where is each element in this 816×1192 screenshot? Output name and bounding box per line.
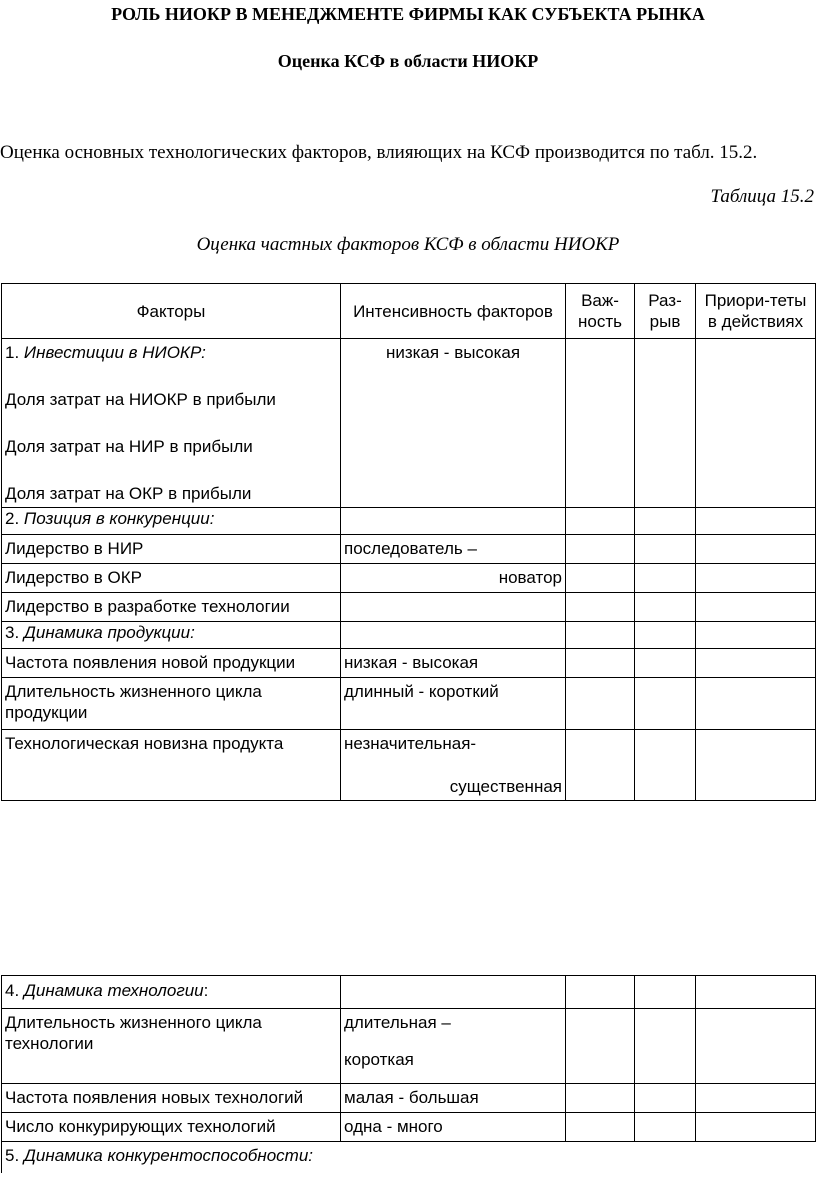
table-row	[2, 730, 816, 801]
empty-cell	[696, 649, 816, 678]
factor-cell: Длительность жизненного цикла технологии	[2, 1009, 341, 1084]
intensity-cell: малая - большая	[341, 1084, 566, 1113]
factor-cell: Технологическая новизна продукта	[2, 730, 341, 801]
list-item: Доля затрат на ОКР в прибыли	[5, 484, 252, 503]
intro-paragraph: Оценка основных технологических факторов, влияющих на КСФ производится по табл. 15.2.	[0, 142, 758, 163]
factors-table-continued	[1, 975, 816, 1173]
intensity-cell	[341, 1009, 566, 1084]
table-row	[2, 678, 816, 730]
document-title: РОЛЬ НИОКР В МЕНЕДЖМЕНТЕ ФИРМЫ КАК СУБЪЕКТА РЫНКА	[111, 4, 705, 24]
empty-cell	[341, 508, 566, 535]
section-1-intensity: низкая - высокая	[341, 339, 566, 508]
section-number: 4.	[5, 981, 20, 1000]
empty-cell	[696, 730, 816, 801]
factor-cell: Длительность жизненного цикла продукции	[2, 678, 341, 730]
empty-cell	[566, 1113, 635, 1142]
section-number: 3.	[5, 623, 20, 642]
empty-cell	[696, 976, 816, 1009]
factor-cell: Частота появления новой продукции	[2, 649, 341, 678]
section-5-heading	[2, 1142, 816, 1173]
section-title: Позиция в конкуренции:	[23, 509, 215, 528]
intensity-cell	[341, 593, 566, 622]
empty-cell	[696, 339, 816, 508]
empty-cell	[635, 730, 696, 801]
document-subtitle: Оценка КСФ в области НИОКР	[277, 51, 539, 71]
section-4-heading-row	[2, 976, 816, 1009]
section-number: 5.	[5, 1146, 20, 1165]
empty-cell	[635, 593, 696, 622]
section-number: 1.	[5, 343, 20, 362]
intensity-end: существенная	[449, 777, 562, 796]
section-title: Динамика продукции:	[23, 623, 195, 642]
intensity-cell	[341, 730, 566, 801]
intensity-cell: последователь –	[341, 535, 566, 564]
intensity-cell: новатор	[341, 564, 566, 593]
empty-cell	[696, 508, 816, 535]
empty-cell	[635, 339, 696, 508]
section-title: Динамика конкурентоспособности:	[23, 1146, 313, 1165]
section-2-heading-row	[2, 508, 816, 535]
empty-cell	[566, 1084, 635, 1113]
header-gap: Раз-рыв	[635, 284, 696, 339]
table-row	[2, 649, 816, 678]
empty-cell	[635, 649, 696, 678]
section-number: 2.	[5, 509, 20, 528]
empty-cell	[566, 1009, 635, 1084]
empty-cell	[635, 535, 696, 564]
empty-cell	[341, 976, 566, 1009]
empty-cell	[696, 1009, 816, 1084]
empty-cell	[635, 1009, 696, 1084]
section-title: Динамика технологии	[23, 981, 204, 1000]
table-row	[2, 564, 816, 593]
section-4-heading	[2, 976, 341, 1009]
table-row	[2, 535, 816, 564]
empty-cell	[566, 976, 635, 1009]
intensity-cell: низкая - высокая	[341, 649, 566, 678]
table-caption: Оценка частных факторов КСФ в области НИОКР	[196, 234, 620, 255]
factor-cell: Частота появления новых технологий	[2, 1084, 341, 1113]
empty-cell	[566, 535, 635, 564]
empty-cell	[696, 678, 816, 730]
section-3-heading-row	[2, 622, 816, 649]
empty-cell	[566, 593, 635, 622]
empty-cell	[566, 339, 635, 508]
factor-cell: Число конкурирующих технологий	[2, 1113, 341, 1142]
empty-cell	[696, 622, 816, 649]
intensity-cell: одна - много	[341, 1113, 566, 1142]
section-5-heading-row	[2, 1142, 816, 1173]
empty-cell	[635, 1084, 696, 1113]
section-title: Инвестиции в НИОКР:	[23, 343, 206, 362]
empty-cell	[635, 1113, 696, 1142]
empty-cell	[566, 564, 635, 593]
empty-cell	[635, 622, 696, 649]
empty-cell	[635, 976, 696, 1009]
empty-cell	[696, 535, 816, 564]
empty-cell	[635, 564, 696, 593]
empty-cell	[696, 593, 816, 622]
factor-cell: Лидерство в НИР	[2, 535, 341, 564]
table-row	[2, 1084, 816, 1113]
section-3-heading	[2, 622, 341, 649]
list-item: Доля затрат на НИР в прибыли	[5, 437, 253, 456]
header-intensity: Интенсивность факторов	[341, 284, 566, 339]
empty-cell	[635, 678, 696, 730]
section-1-factors	[2, 339, 341, 508]
table-row	[2, 593, 816, 622]
empty-cell	[635, 508, 696, 535]
table-header-row	[2, 284, 816, 339]
intensity-start: длительная –	[344, 1013, 451, 1032]
section-colon: :	[203, 981, 209, 1000]
empty-cell	[566, 622, 635, 649]
empty-cell	[341, 622, 566, 649]
intensity-cell: длинный - короткий	[341, 678, 566, 730]
header-priorities: Приори-теты в действиях	[696, 284, 816, 339]
factors-table	[1, 283, 816, 801]
empty-cell	[566, 730, 635, 801]
list-item: Доля затрат на НИОКР в прибыли	[5, 390, 276, 409]
factor-cell: Лидерство в ОКР	[2, 564, 341, 593]
section-1-row	[2, 339, 816, 508]
empty-cell	[566, 649, 635, 678]
table-row	[2, 1113, 816, 1142]
empty-cell	[696, 564, 816, 593]
intensity-start: незначительная-	[344, 734, 477, 753]
intensity-end: короткая	[344, 1050, 414, 1069]
section-2-heading	[2, 508, 341, 535]
empty-cell	[696, 1113, 816, 1142]
empty-cell	[566, 678, 635, 730]
header-importance: Важ-ность	[566, 284, 635, 339]
table-number: Таблица 15.2	[710, 186, 814, 207]
table-row	[2, 1009, 816, 1084]
header-factors: Факторы	[2, 284, 341, 339]
factor-cell: Лидерство в разработке технологии	[2, 593, 341, 622]
empty-cell	[566, 508, 635, 535]
empty-cell	[696, 1084, 816, 1113]
